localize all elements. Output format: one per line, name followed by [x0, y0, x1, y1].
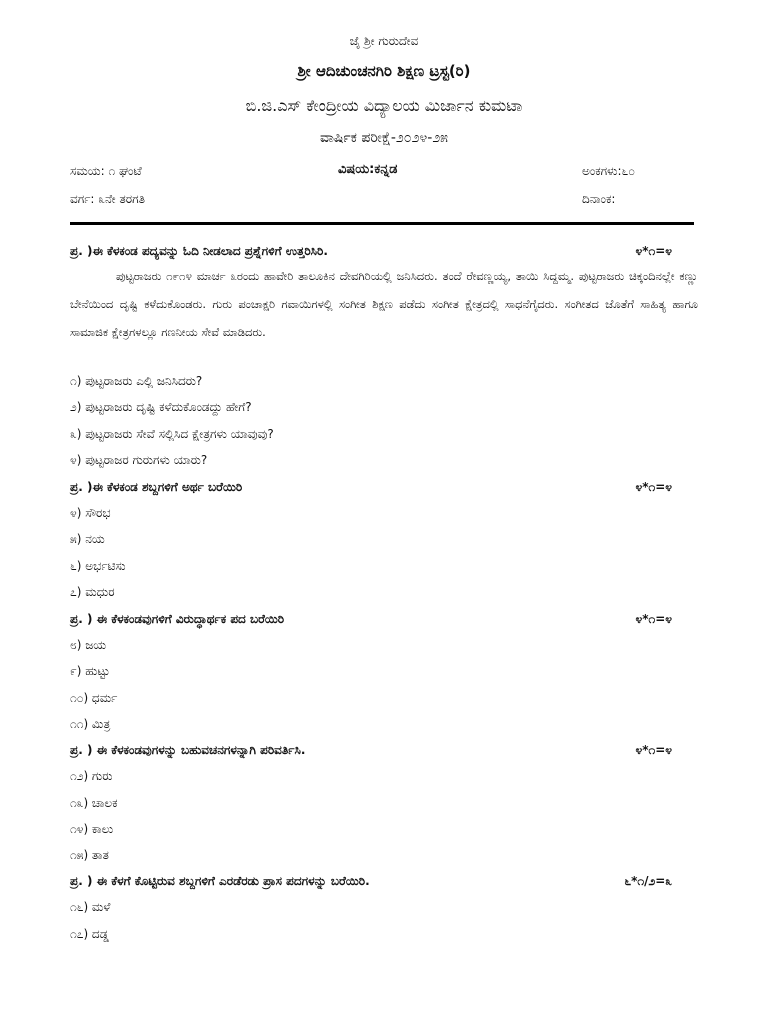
question-item: ೧೭) ದಡ್ಡ: [70, 927, 109, 941]
header-divider: [70, 222, 694, 225]
question-item: ೬) ಅರ್ಭಟಿಸು: [70, 559, 126, 573]
question-item: ೧೬) ಮಳೆ: [70, 900, 111, 914]
class-label: ವರ್ಗ: ೩ನೇ ತರಗತಿ: [70, 192, 145, 206]
question-item: ೪) ಸೌರಭ: [70, 506, 111, 520]
question-item: ೧೩) ಚಾಲಕ: [70, 796, 118, 810]
question-item: ೮) ಜಯ: [70, 638, 107, 652]
question-item: ೧) ಪುಟ್ಟರಾಜರು ಎಲ್ಲಿ ಜನಿಸಿದರು?: [70, 374, 203, 388]
trust-name: ಶ್ರೀ ಆದಿಚುಂಚನಗಿರಿ ಶಿಕ್ಷಣ ಟ್ರಸ್ಟ(ರಿ): [297, 62, 471, 80]
question-item: ೧೫) ತಾತ: [70, 848, 109, 862]
question-item: ೫) ನಯ: [70, 532, 105, 546]
passage-text: ಪುಟ್ಟರಾಜರು ೧೯೧೪ ಮಾರ್ಚ ೩ರಂದು ಹಾವೇರಿ ತಾಲೂಕಿನ ದೇವಗಿರಿಯಲ್ಲಿ ಜನಿಸಿದರು. ತಂದೆ ರೇವಣ್ಣಯ್ಯ, ತಾಯಿ ಸಿದ್ದಮ್ಮ. ಪುಟ್ಟರಾಜರು ಚಿಕ್ಕಂದಿನಲ್ಲೇ ಕಣ್ಣು ಬೇನೆಯಿಂದ ದೃಷ್ಟಿ ಕಳೆದುಕೊಂಡರು. ಗುರು ಪಂಚಾಕ್ಷರಿ ಗವಾಯಿಗಳಲ್ಲಿ ಸಂಗೀತ ಶಿಕ್ಷಣ ಪಡೆದು ಸಂಗೀತ ಕ್ಷೇತ್ರದಲ್ಲಿ ಸಾಧನೆಗೈದರು. ಸಂಗೀತದ ಜೊತೆಗೆ ಸಾಹಿತ್ಯ ಹಾಗೂ ಸಾಮಾಜಿಕ ಕ್ಷೇತ್ರಗಳಲ್ಲೂ ಗಣನೀಯ ಸೇವೆ ಮಾಡಿದರು.: [70, 269, 698, 339]
section-5-marks: ೬*೧/೨=೩: [624, 874, 672, 888]
section-1-heading: ಪ್ರ. )ಈ ಕೆಳಕಂಡ ಪದ್ಯವನ್ನು ಓದಿ ನೀಡಲಾದ ಪ್ರಶ್ನೆಗಳಿಗೆ ಉತ್ತರಿಸಿರಿ.: [70, 244, 328, 258]
invocation-line: ಜೈ ಶ್ರೀ ಗುರುದೇವ: [349, 34, 419, 48]
total-marks-label: ಅಂಕಗಳು:೬೦: [582, 164, 635, 178]
question-item: ೧೦) ಧರ್ಮ: [70, 691, 118, 705]
time-label: ಸಮಯ: ೧ ಘಂಟೆ: [70, 164, 142, 178]
section-5-heading: ಪ್ರ. ) ಈ ಕೆಳಗೆ ಕೊಟ್ಟಿರುವ ಶಬ್ದಗಳಿಗೆ ಎರಡೆರಡು ಪ್ರಾಸ ಪದಗಳನ್ನು ಬರೆಯಿರಿ.: [70, 874, 370, 888]
section-4-marks: ೪*೧=೪: [635, 743, 672, 757]
date-label: ದಿನಾಂಕ:: [582, 192, 616, 206]
section-2-marks: ೪*೧=೪: [635, 480, 672, 494]
question-item: ೪) ಪುಟ್ಟರಾಜರ ಗುರುಗಳು ಯಾರು?: [70, 453, 208, 467]
section-1-marks: ೪*೧=೪: [635, 244, 672, 258]
section-3-marks: ೪*೧=೪: [635, 612, 672, 626]
question-item: ೭) ಮಧುರ: [70, 585, 115, 599]
question-item: ೨) ಪುಟ್ಟರಾಜರು ದೃಷ್ಟಿ ಕಳೆದುಕೊಂಡದ್ದು ಹೇಗೆ?: [70, 400, 252, 414]
question-item: ೧೧) ಮಿತ್ರ: [70, 717, 111, 731]
question-item: ೧೪) ಕಾಲು: [70, 822, 114, 836]
section-4-heading: ಪ್ರ. ) ಈ ಕೆಳಕಂಡವುಗಳನ್ನು ಬಹುವಚನಗಳನ್ನಾಗಿ ಪರಿವರ್ತಿಸಿ.: [70, 743, 306, 757]
question-item: ೯) ಹುಟ್ಟು: [70, 664, 110, 678]
question-item: ೩) ಪುಟ್ಟರಾಜರು ಸೇವೆ ಸಲ್ಲಿಸಿದ ಕ್ಷೇತ್ರಗಳು ಯಾವುವು?: [70, 427, 274, 441]
section-3-heading: ಪ್ರ. ) ಈ ಕೆಳಕಂಡವುಗಳಿಗೆ ವಿರುದ್ಧಾರ್ಥಕ ಪದ ಬರೆಯಿರಿ: [70, 612, 285, 626]
reading-passage: [70, 262, 698, 346]
question-item: ೧೨) ಗುರು: [70, 769, 113, 783]
exam-title: ವಾರ್ಷಿಕ ಪರೀಕ್ಷೆ-೨೦೨೪-೨೫: [319, 130, 449, 146]
subject-label: ವಿಷಯ:ಕನ್ನಡ: [338, 162, 398, 177]
section-2-heading: ಪ್ರ. )ಈ ಕೆಳಕಂಡ ಶಬ್ದಗಳಿಗೆ ಅರ್ಥ ಬರೆಯಿರಿ: [70, 480, 243, 494]
school-name: ಬಿ.ಜಿ.ಎಸ್ ಕೇಂದ್ರೀಯ ವಿದ್ಯಾಲಯ ಮಿರ್ಜಾನ ಕುಮಟಾ: [245, 96, 523, 115]
